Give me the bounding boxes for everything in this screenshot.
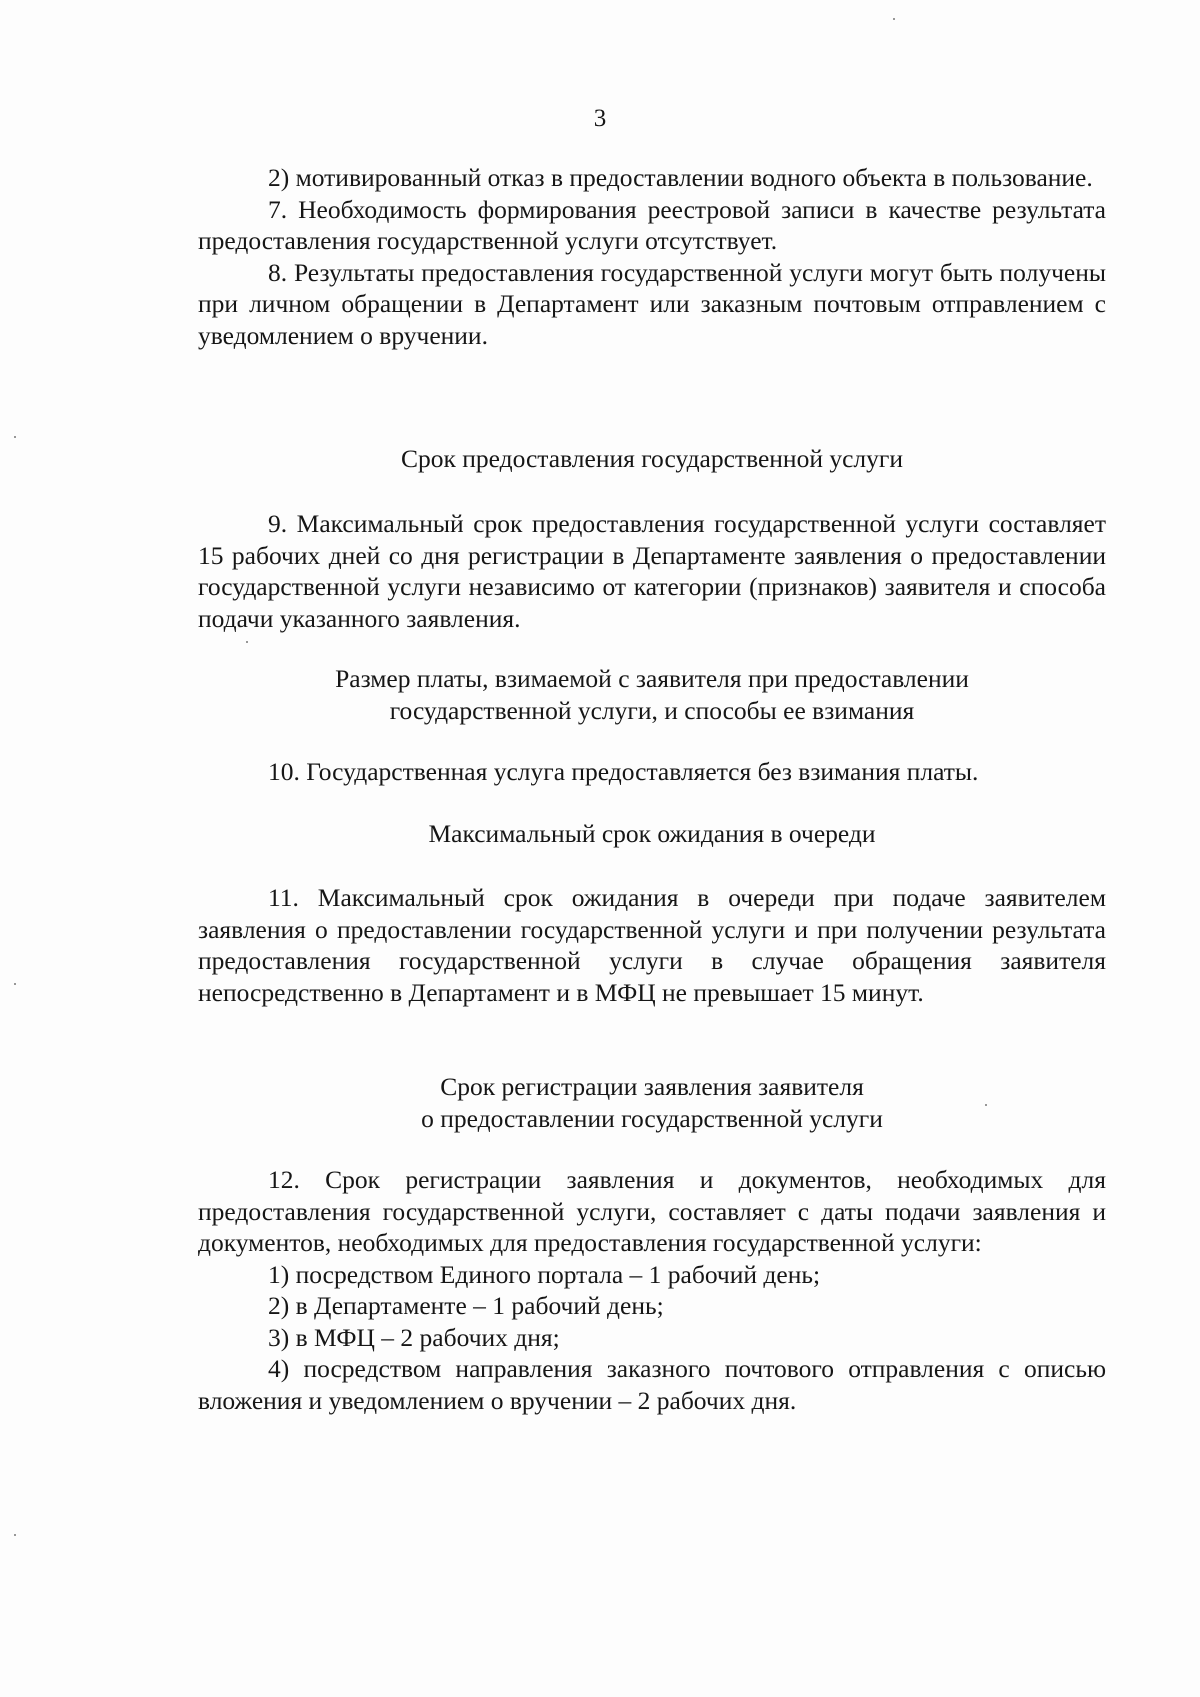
section-service-period (198, 443, 1106, 475)
scan-speck (14, 1534, 16, 1536)
section-results (198, 162, 1106, 351)
paragraph-refusal: 2) мотивированный отказ в предоставлении водного объекта в пользование. (268, 163, 1093, 192)
list-item-mail: 4) посредством направления заказного почтового отправления с описью вложения и уведомлением о вручении – 2 рабочих дня. (198, 1354, 1106, 1415)
list-item-mfc: 3) в МФЦ – 2 рабочих дня; (268, 1322, 560, 1352)
section-queue (198, 818, 1106, 850)
paragraph-11: 11. Максимальный срок ожидания в очереди при подаче заявителем заявления о предоставлении государственной услуги и при получении результата предоставления государственной услуги в случае обращения заявителя непосредственно в Департамент и в МФЦ не превышает 15 минут. (198, 883, 1106, 1007)
heading-fee-line-2: государственной услуги, и способы ее взимания (389, 695, 915, 725)
scan-speck (246, 641, 248, 643)
scan-speck (14, 436, 16, 438)
list-item-portal: 1) посредством Единого портала – 1 рабочий день; (268, 1259, 821, 1289)
heading-fee-line-1: Размер платы, взимаемой с заявителя при предоставлении (335, 664, 969, 693)
scan-speck (985, 1104, 987, 1106)
paragraph-10: 10. Государственная услуга предоставляется без взимания платы. (268, 757, 979, 786)
page-number: 3 (593, 105, 607, 132)
list-item-department: 2) в Департаменте – 1 рабочий день; (268, 1291, 664, 1320)
paragraph-7: 7. Необходимость формирования реестровой записи в качестве результата предоставления государственной услуги отсутствует. (198, 194, 1106, 255)
section-item-10 (198, 756, 1106, 788)
section-item-12 (198, 1164, 1106, 1416)
paragraph-9: 9. Максимальный срок предоставления государственной услуги составляет 15 рабочих дней со дня регистрации в Департаменте заявления о предоставлении государственной услуги независимо от категории (признаков) заявителя и способа подачи указанного заявления. (198, 509, 1106, 633)
section-registration (198, 1071, 1106, 1134)
scan-speck (14, 983, 16, 985)
section-item-11 (198, 882, 1106, 1008)
heading-queue: Максимальный срок ожидания в очереди (428, 819, 876, 848)
section-fee (198, 663, 1106, 726)
heading-registration-line-1: Срок регистрации заявления заявителя (440, 1072, 864, 1101)
heading-service-period: Срок предоставления государственной услуги (400, 444, 903, 473)
heading-registration-line-2: о предоставлении государственной услуги (421, 1103, 883, 1133)
section-item-9 (198, 508, 1106, 634)
scan-speck (893, 18, 895, 20)
paragraph-8: 8. Результаты предоставления государственной услуги могут быть получены при личном обращении в Департамент или заказным почтовым отправлением с уведомлением о вручении. (198, 257, 1106, 350)
paragraph-12: 12. Срок регистрации заявления и документов, необходимых для предоставления государственной услуги, составляет с даты подачи заявления и документов, необходимых для предоставления государственной услуги: (198, 1165, 1106, 1257)
